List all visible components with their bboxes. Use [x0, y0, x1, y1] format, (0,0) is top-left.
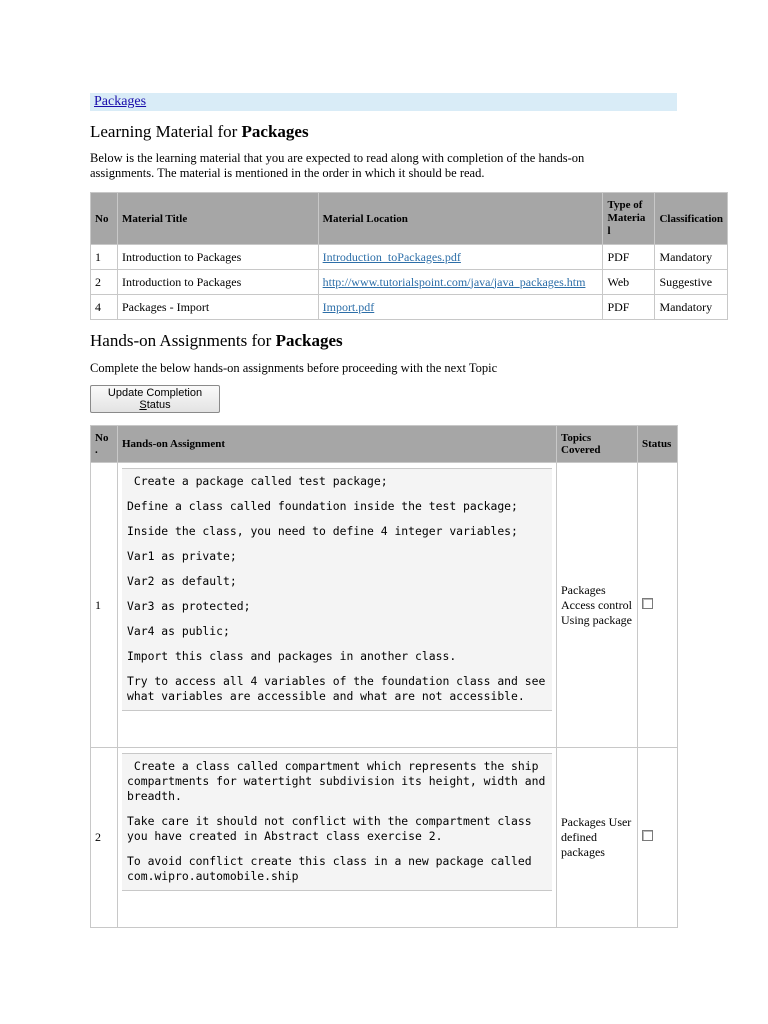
assignment-cell — [118, 748, 557, 928]
material-title-cell — [117, 270, 318, 295]
row-number: 1 — [91, 463, 118, 748]
assignment-line: Var1 as private; — [127, 549, 237, 563]
table-row — [91, 270, 728, 295]
material-type: PDF — [607, 249, 630, 264]
assignment-line: Inside the class, you need to define 4 integer variables; — [127, 524, 518, 538]
assignment-line: Take care it should not conflict with the compartment class you have created in Abstract class exercise 2. — [127, 814, 539, 843]
material-location-link-cell — [318, 295, 603, 320]
assignment-line: Import this class and packages in another class. — [127, 649, 457, 663]
learning-intro: Below is the learning material that you are expected to read along with completion of the hands-on assignments. The material is mentioned in the order in which it should be read. — [90, 151, 585, 180]
breadcrumb-bar — [90, 93, 677, 111]
row-number-cell — [91, 295, 118, 320]
heading-prefix: Hands-on Assignments for — [90, 331, 276, 350]
material-type: Web — [607, 274, 630, 289]
hands-on-table — [90, 425, 678, 928]
learning-material-heading — [90, 122, 309, 142]
status-checkbox[interactable] — [642, 830, 653, 841]
row-number: 1 — [95, 249, 101, 264]
heading-topic: Packages — [275, 331, 343, 350]
assignment-line: Define a class called foundation inside the test package; — [127, 499, 518, 513]
material-classification: Mandatory — [659, 299, 713, 314]
update-completion-status-button[interactable] — [90, 385, 220, 413]
material-classification-cell — [655, 270, 728, 295]
col-material-title: Material Title — [117, 193, 318, 245]
material-type-cell — [603, 245, 655, 270]
assignment-text — [122, 468, 552, 711]
material-title: Packages - Import — [121, 299, 210, 314]
material-location-link-cell — [318, 270, 603, 295]
col-status: Status — [638, 426, 678, 463]
material-location-link[interactable]: Import.pdf — [322, 299, 375, 314]
hands-on-intro: Complete the below hands-on assignments before proceeding with the next Topic — [90, 361, 498, 375]
heading-topic: Packages — [241, 122, 309, 141]
material-classification: Suggestive — [659, 274, 713, 289]
assignment-line: Create a package called test package; — [127, 474, 388, 488]
col-hands-on-assignment: Hands-on Assignment — [118, 426, 557, 463]
topics-covered: Packages User defined packages — [557, 748, 638, 928]
learning-material-table — [90, 192, 728, 320]
packages-link[interactable]: Packages — [94, 94, 147, 109]
col-no: No — [91, 193, 118, 245]
col-no: No . — [91, 426, 118, 463]
status-cell — [638, 463, 678, 748]
assignment-line: Create a class called compartment which represents the ship compartments for watertight subdivision its height, width and breadth. — [127, 759, 553, 803]
row-number-cell — [91, 270, 118, 295]
button-label: Update Completion Status — [107, 387, 203, 411]
material-title-cell — [117, 245, 318, 270]
row-number: 2 — [91, 748, 118, 928]
assignment-cell — [118, 463, 557, 748]
material-location-link[interactable]: http://www.tutorialspoint.com/java/java_packages.htm — [322, 274, 586, 289]
table-row — [91, 463, 678, 748]
col-material-location: Material Location — [318, 193, 603, 245]
hands-on-heading — [90, 331, 343, 351]
material-location-link[interactable]: Introduction_toPackages.pdf — [322, 249, 461, 264]
material-title: Introduction to Packages — [121, 249, 242, 264]
material-classification: Mandatory — [659, 249, 713, 264]
assignment-line: Var3 as protected; — [127, 599, 251, 613]
material-location-link-cell — [318, 245, 603, 270]
assignment-line: Var4 as public; — [127, 624, 230, 638]
topics-covered: Packages Access control Using package — [557, 463, 638, 748]
material-type: PDF — [607, 299, 630, 314]
row-number: 2 — [95, 274, 101, 289]
table-row — [91, 295, 728, 320]
assignment-line: Try to access all 4 variables of the foundation class and see what variables are accessible and what are not accessible. — [127, 674, 553, 703]
assignment-line: Var2 as default; — [127, 574, 237, 588]
status-checkbox[interactable] — [642, 598, 653, 609]
assignment-line: To avoid conflict create this class in a new package called com.wipro.automobile.ship — [127, 854, 539, 883]
heading-prefix: Learning Material for — [90, 122, 242, 141]
material-title: Introduction to Packages — [121, 274, 242, 289]
row-number-cell — [91, 245, 118, 270]
row-number: 4 — [95, 299, 101, 314]
col-classification: Classification — [655, 193, 728, 245]
material-type-cell — [603, 295, 655, 320]
table-header-row — [91, 426, 678, 463]
material-classification-cell — [655, 295, 728, 320]
col-type: Type of Materia l — [603, 193, 655, 245]
assignment-text — [122, 753, 552, 891]
table-row — [91, 748, 678, 928]
table-header-row — [91, 193, 728, 245]
table-row — [91, 245, 728, 270]
col-topics-covered: Topics Covered — [557, 426, 638, 463]
material-title-cell — [117, 295, 318, 320]
status-cell — [638, 748, 678, 928]
material-classification-cell — [655, 245, 728, 270]
material-type-cell — [603, 270, 655, 295]
